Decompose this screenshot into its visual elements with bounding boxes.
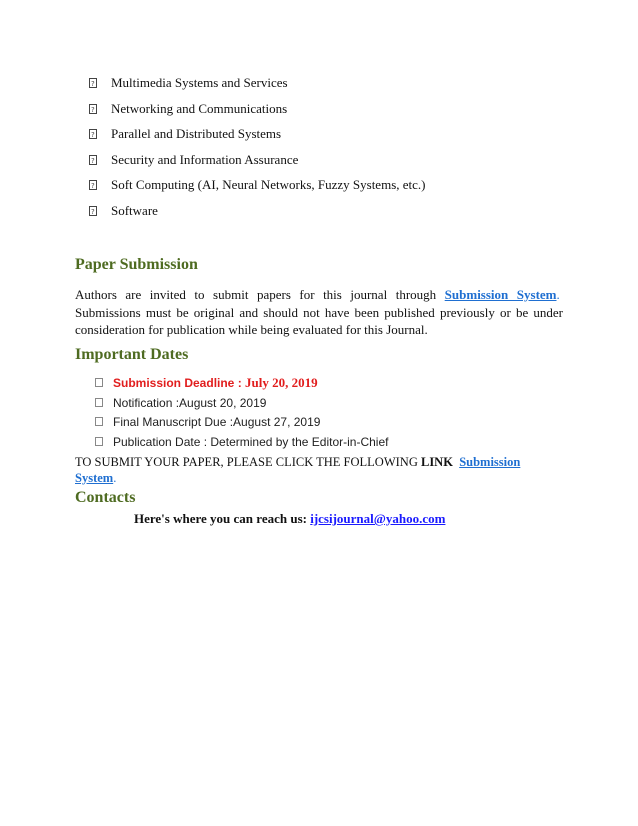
missing-glyph-bullet-icon <box>89 78 97 88</box>
paper-submission-paragraph <box>75 286 563 339</box>
list-item <box>89 101 425 127</box>
paragraph-text: Submissions must be original and should not have been published previously or be under consideration for publication while being evaluated for this Journal. <box>75 304 563 337</box>
link-text: Submission <box>459 455 521 469</box>
contact-line <box>134 511 445 527</box>
list-item <box>89 203 425 229</box>
list-item <box>89 75 425 101</box>
bullet-box-icon <box>95 437 103 446</box>
bullet-box-icon <box>95 378 103 387</box>
contact-text: Here's where you can reach us: <box>134 511 311 526</box>
deadline-entry <box>113 375 318 391</box>
contacts-heading: Contacts <box>75 489 136 506</box>
list-item <box>95 414 388 434</box>
contact-email-link[interactable]: ijcsijournal@yahoo.com <box>310 511 446 526</box>
important-dates-heading: Important Dates <box>75 346 189 363</box>
topic-label: Parallel and Distributed Systems <box>111 126 282 141</box>
submit-instruction-text: TO SUBMIT YOUR PAPER, PLEASE CLICK THE FOLLOWING <box>75 455 421 469</box>
link-period: . <box>113 470 117 485</box>
list-item <box>89 126 425 152</box>
bullet-box-icon <box>95 417 103 426</box>
topic-label: Multimedia Systems and Services <box>111 75 288 90</box>
link-period: . <box>556 287 560 302</box>
bullet-box-icon <box>95 398 103 407</box>
list-item <box>89 152 425 178</box>
submit-instruction <box>75 455 575 486</box>
topic-label: Security and Information Assurance <box>111 151 299 167</box>
missing-glyph-bullet-icon <box>89 104 97 114</box>
missing-glyph-bullet-icon <box>89 206 97 216</box>
topics-list <box>89 75 425 228</box>
deadline-date: July 20, 2019 <box>245 375 318 390</box>
paper-submission-heading: Paper Submission <box>75 256 198 273</box>
topic-label: Soft Computing (AI, Neural Networks, Fuzzy Systems, etc.) <box>111 177 426 192</box>
list-item <box>89 177 425 203</box>
topic-label: Software <box>111 202 158 218</box>
missing-glyph-bullet-icon <box>89 129 97 139</box>
paragraph-text: Authors are invited to submit papers for this journal through <box>75 287 445 302</box>
submit-instruction-link-word: LINK <box>420 455 453 469</box>
deadline-label: Submission Deadline : <box>113 376 246 390</box>
topic-label: Networking and Communications <box>111 100 288 116</box>
list-item <box>95 434 388 454</box>
list-item <box>95 395 388 415</box>
link-text: System <box>75 470 114 485</box>
publication-date: Publication Date : Determined by the Editor-in-Chief <box>113 435 389 450</box>
list-item <box>95 375 388 395</box>
important-dates-list <box>95 375 388 454</box>
submission-system-link[interactable]: Submission System <box>444 287 557 302</box>
final-manuscript-date: Final Manuscript Due :August 27, 2019 <box>113 415 321 430</box>
missing-glyph-bullet-icon <box>89 155 97 165</box>
missing-glyph-bullet-icon <box>89 180 97 190</box>
notification-date: Notification :August 20, 2019 <box>113 395 267 410</box>
